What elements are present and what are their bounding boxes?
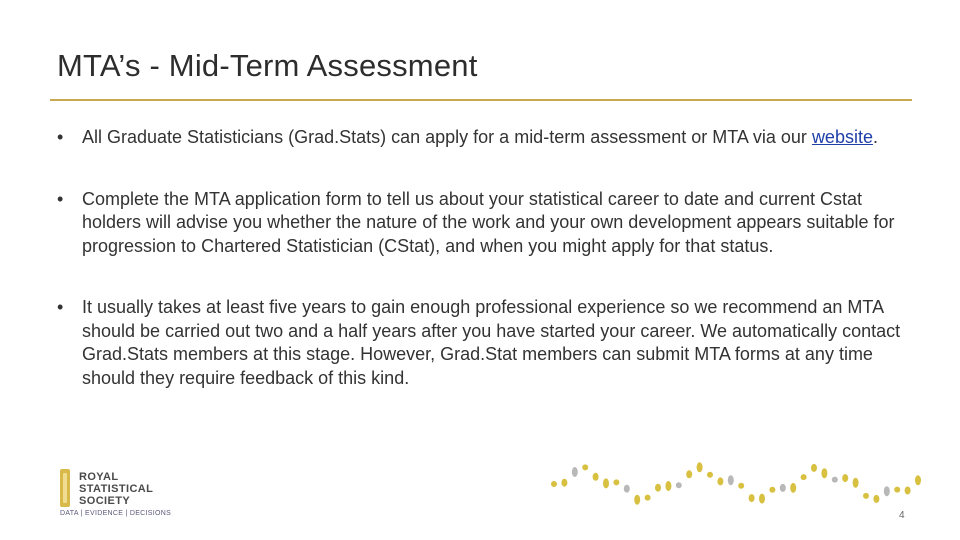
bullet-marker: • (57, 188, 64, 209)
decorative-dot (884, 486, 890, 496)
decorative-dot (832, 477, 838, 483)
decorative-dot (624, 485, 630, 493)
decorative-dot (676, 482, 682, 488)
decorative-dot (801, 474, 807, 480)
decorative-dot (717, 477, 723, 485)
bullet-item-timing (55, 296, 915, 390)
website-link[interactable]: website (811, 127, 873, 147)
decorative-dot (821, 468, 827, 478)
decorative-dot (645, 495, 651, 501)
decorative-dot (769, 487, 775, 493)
logo-text-society: SOCIETY (79, 495, 131, 507)
bullet-text: It usually takes at least five years to gain enough professional experience so we recommend an MTA should be carried out two and a half years after you have started your career. We automatically contact Grad.Stats members at this stage. However, Grad.Stat members can submit MTA forms at any time should they require feedback of this kind. (82, 297, 901, 388)
decorative-dot (655, 484, 661, 492)
decorative-dot (593, 473, 599, 481)
logo-mark-icon (60, 469, 70, 507)
bullet-text: All Graduate Statisticians (Grad.Stats) can apply for a mid-term assessment or MTA via our (82, 127, 812, 147)
bullet-item-apply (55, 126, 915, 150)
decorative-dot (842, 474, 848, 482)
decorative-dot (780, 484, 786, 492)
decorative-dot (905, 487, 911, 495)
title-divider (50, 99, 912, 101)
decorative-dot (561, 479, 567, 487)
decorative-dot (790, 483, 796, 493)
bullet-text-end: . (872, 127, 878, 147)
decorative-dot (686, 470, 692, 478)
decorative-dot (894, 487, 900, 493)
bullet-marker: • (57, 297, 64, 317)
decorative-dot (697, 462, 703, 472)
logo-text-statistical: STATISTICAL (79, 483, 154, 495)
decorative-dot (873, 495, 879, 503)
decorative-dot (613, 479, 619, 485)
decorative-dot (551, 481, 557, 487)
decorative-dot (603, 478, 609, 488)
decorative-dot (728, 475, 734, 485)
decorative-dot (665, 481, 671, 491)
decorative-dot (811, 464, 817, 472)
decorative-dot (738, 483, 744, 489)
slide-title: MTA’s - Mid-Term Assessment (57, 48, 478, 83)
decorative-dot (749, 494, 755, 502)
bullet-item-application-form (55, 188, 915, 259)
bullet-list (55, 126, 915, 390)
decorative-dot (582, 464, 588, 470)
decorative-dot-pattern (548, 458, 928, 510)
decorative-dot (863, 493, 869, 499)
decorative-dot (759, 494, 765, 504)
decorative-dot (707, 472, 713, 478)
logo-text-royal: ROYAL (79, 471, 119, 483)
decorative-dot (634, 495, 640, 505)
decorative-dot (853, 478, 859, 488)
bullet-marker: • (57, 127, 64, 147)
bullet-text: Complete the MTA application form to tell us about your statistical career to date and current Cstat holders will advise you whether the nature of the work and your own development appears suitable for progression to Chartered Statistician (CStat), and when you might apply for that status. (82, 188, 895, 256)
decorative-dot (572, 467, 578, 477)
page-number: 4 (899, 510, 905, 521)
decorative-dot (915, 475, 921, 485)
rss-logo (56, 466, 186, 522)
logo-tagline: DATA | EVIDENCE | DECISIONS (60, 510, 172, 517)
